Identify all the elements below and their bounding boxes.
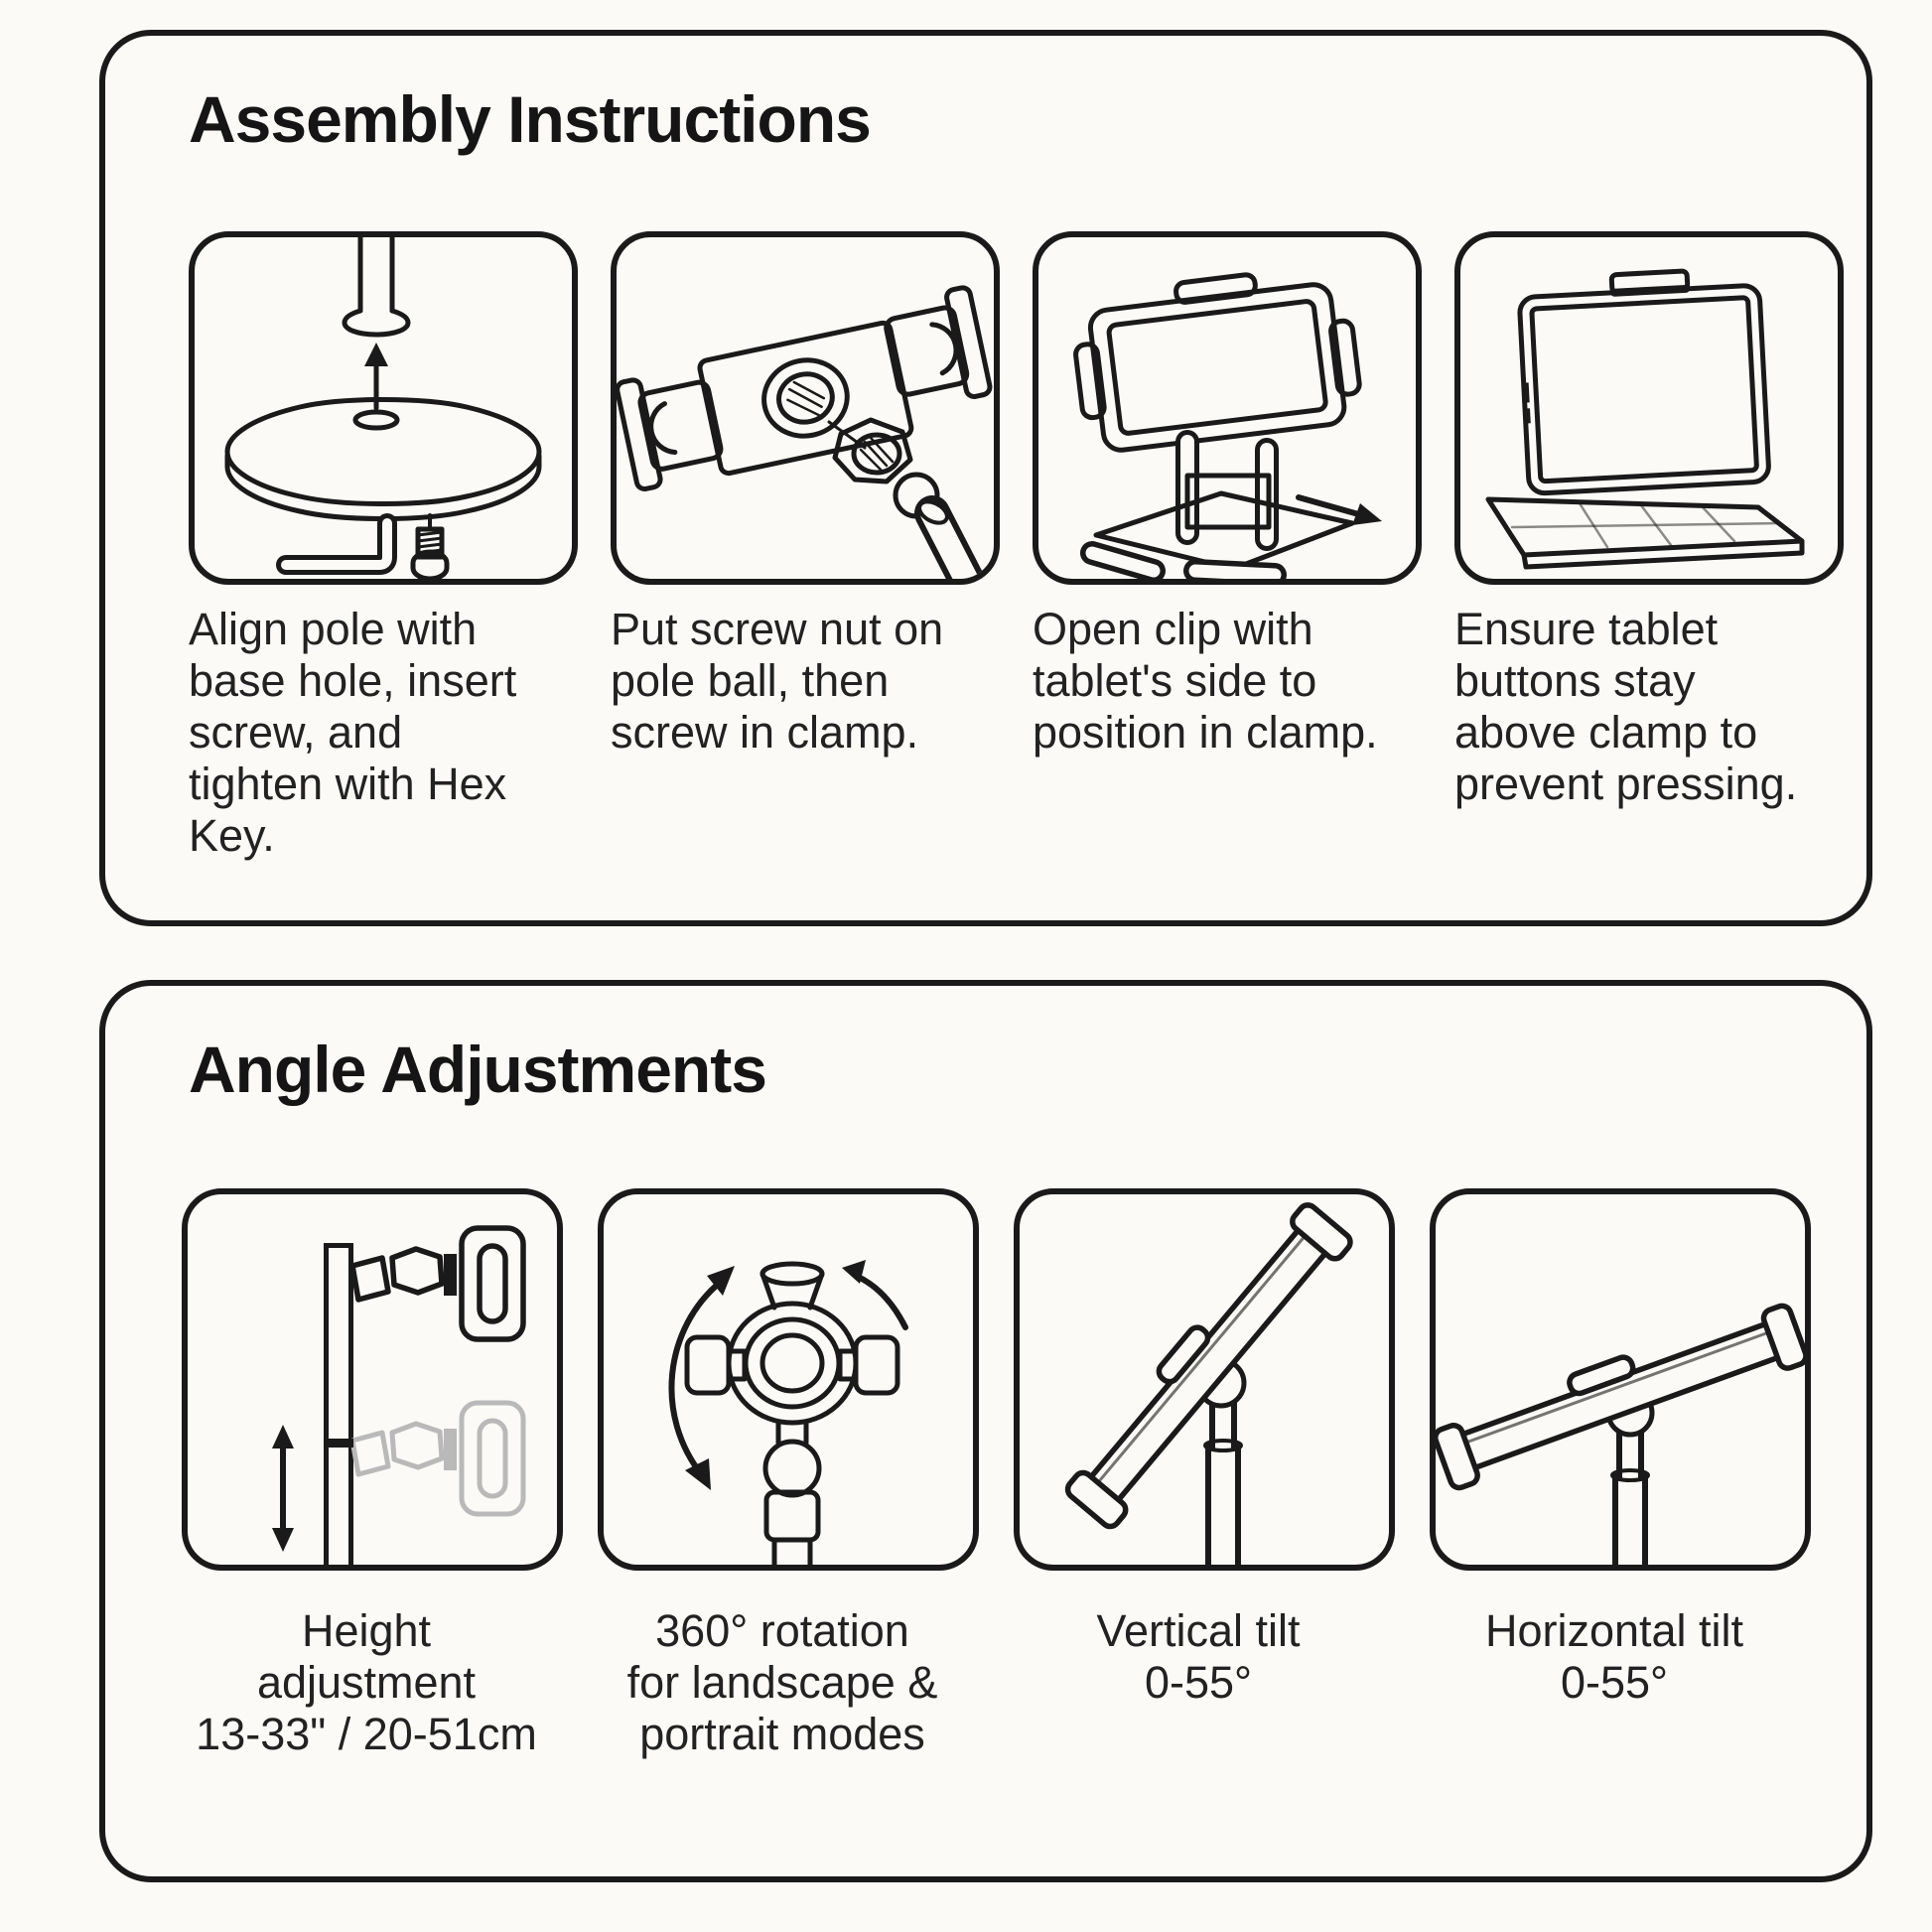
assembly-step-2-figure xyxy=(611,231,1000,585)
angle-adjustments-panel xyxy=(99,980,1872,1882)
vertical-tilt-caption: Vertical tilt 0-55° xyxy=(1096,1605,1301,1708)
rotation-360-figure xyxy=(598,1188,979,1571)
horizontal-tilt-figure xyxy=(1430,1188,1811,1571)
assembly-title: Assembly Instructions xyxy=(189,82,871,156)
horizontal-tilt-icon xyxy=(1436,1194,1805,1565)
rotation-360-caption: 360° rotation for landscape & portrait modes xyxy=(626,1605,938,1759)
vertical-tilt-figure xyxy=(1014,1188,1395,1571)
assembly-step-3-caption: Open clip with tablet's side to position in clamp. xyxy=(1033,604,1378,758)
assembly-step-4-figure xyxy=(1454,231,1844,585)
rotation-360-icon xyxy=(604,1194,973,1565)
open-clip-position-clamp-icon xyxy=(1038,237,1416,579)
pole-base-screw-hexkey-icon xyxy=(195,237,572,579)
tablet-buttons-above-clamp-icon xyxy=(1460,237,1838,579)
assembly-instructions-panel xyxy=(99,30,1872,926)
assembly-step-1-figure xyxy=(189,231,578,585)
assembly-step-2-caption: Put screw nut on pole ball, then screw in clamp. xyxy=(611,604,944,758)
screw-nut-pole-ball-clamp-icon xyxy=(617,237,994,579)
height-adjustment-caption: Height adjustment 13-33" / 20-51cm xyxy=(196,1605,537,1759)
height-adjustment-icon xyxy=(188,1194,557,1565)
vertical-tilt-icon xyxy=(1020,1194,1389,1565)
assembly-step-3-figure xyxy=(1033,231,1422,585)
angle-title: Angle Adjustments xyxy=(189,1033,766,1106)
assembly-step-1-caption: Align pole with base hole, insert screw, and tighten with Hex Key. xyxy=(189,604,517,861)
assembly-step-4-caption: Ensure tablet buttons stay above clamp to prevent pressing. xyxy=(1454,604,1798,809)
horizontal-tilt-caption: Horizontal tilt 0-55° xyxy=(1484,1605,1744,1708)
height-adjustment-figure xyxy=(182,1188,563,1571)
